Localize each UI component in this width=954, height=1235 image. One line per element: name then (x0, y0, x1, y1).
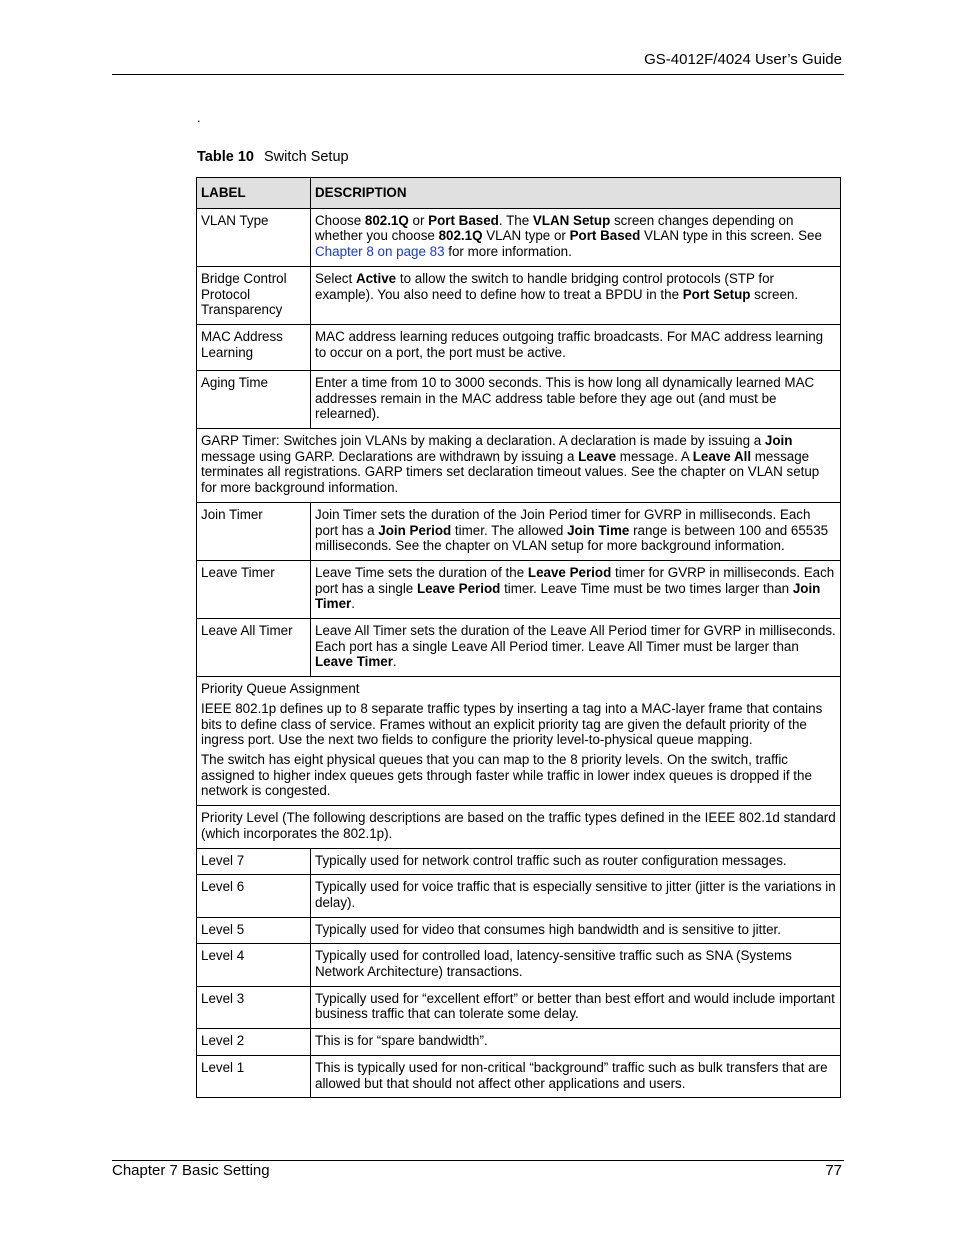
table-row (197, 917, 841, 944)
row-label: Level 5 (197, 917, 311, 944)
row-description: Select Active to allow the switch to handle bridging control protocols (STP for example). You also need to define how to treat a BPDU in the Port Setup screen. (311, 266, 841, 324)
row-label: MAC Address Learning (197, 324, 311, 370)
chapter-8-link[interactable]: Chapter 8 on page 83 (315, 244, 445, 260)
table-number: Table 10 (197, 149, 254, 165)
row-description: Typically used for voice traffic that is especially sensitive to jitter (jitter is the variations in delay). (311, 875, 841, 917)
switch-setup-table (196, 177, 841, 1098)
row-label: VLAN Type (197, 208, 311, 266)
pqa-paragraph-1: IEEE 802.1p defines up to 8 separate traffic types by inserting a tag into a MAC-layer frame that contains bits to define class of service. Frames without an explicit priority tag are given the default priority of the ingress port. Use the next two fields to configure the priority level-to-physical queue mapping. (201, 700, 823, 748)
table-row (197, 806, 841, 848)
row-label: Level 6 (197, 875, 311, 917)
col-description-header: DESCRIPTION (311, 178, 841, 209)
row-description: Typically used for “excellent effort” or better than best effort and would include important business traffic that can tolerate some delay. (311, 986, 841, 1028)
row-label: Level 7 (197, 848, 311, 875)
row-description: This is typically used for non-critical “background” traffic such as bulk transfers that are allowed but that should not affect other applications and users. (311, 1055, 841, 1097)
table-caption (197, 149, 349, 165)
row-description: This is for “spare bandwidth”. (311, 1029, 841, 1056)
row-label: Leave Timer (197, 560, 311, 618)
stray-mark: . (197, 110, 201, 125)
row-label: Aging Time (197, 370, 311, 428)
table-row (197, 677, 841, 806)
row-description: Join Timer sets the duration of the Join Period timer for GVRP in milliseconds. Each port has a Join Period timer. The allowed Join Time range is between 100 and 65535 milliseconds. See the chapter on VLAN setup for more background information. (311, 502, 841, 560)
row-label: Level 4 (197, 944, 311, 986)
table-row (197, 875, 841, 917)
table-row (197, 560, 841, 618)
row-description: Enter a time from 10 to 3000 seconds. This is how long all dynamically learned MAC addresses remain in the MAC address table before they age out (and must be relearned). (311, 370, 841, 428)
row-label: Level 1 (197, 1055, 311, 1097)
priority-level-note: Priority Level (The following descriptions are based on the traffic types defined in the IEEE 802.1d standard (which incorporates the 802.1p). (197, 806, 841, 848)
row-description: Choose 802.1Q or Port Based. The VLAN Setup screen changes depending on whether you choose 802.1Q VLAN type or Port Based VLAN type in this screen. See Chapter 8 on page 83 for more information. (311, 208, 841, 266)
header-rule (112, 74, 844, 75)
table-title: Switch Setup (263, 149, 349, 165)
table-row (197, 1055, 841, 1097)
running-header: GS-4012F/4024 User’s Guide (644, 51, 842, 68)
priority-queue-assignment-note (197, 677, 841, 806)
table-row (197, 266, 841, 324)
row-description: Typically used for network control traffic such as router configuration messages. (311, 848, 841, 875)
row-description: MAC address learning reduces outgoing traffic broadcasts. For MAC address learning to occur on a port, the port must be active. (311, 324, 841, 370)
row-label: Level 2 (197, 1029, 311, 1056)
table-row (197, 619, 841, 677)
table-row (197, 370, 841, 428)
table-row (197, 848, 841, 875)
table-row (197, 1029, 841, 1056)
footer-rule (112, 1160, 844, 1161)
table-row (197, 208, 841, 266)
garp-timer-note: GARP Timer: Switches join VLANs by making a declaration. A declaration is made by issuing a Join message using GARP. Declarations are withdrawn by issuing a Leave message. A Leave All message terminates all registrations. GARP timers set declaration timeout values. See the chapter on VLAN setup for more background information. (197, 429, 841, 503)
row-description: Typically used for video that consumes high bandwidth and is sensitive to jitter. (311, 917, 841, 944)
row-description: Typically used for controlled load, latency-sensitive traffic such as SNA (Systems Network Architecture) transactions. (311, 944, 841, 986)
table-row (197, 324, 841, 370)
row-label: Bridge Control Protocol Transparency (197, 266, 311, 324)
footer-chapter: Chapter 7 Basic Setting (112, 1162, 270, 1179)
table-row (197, 502, 841, 560)
row-label: Join Timer (197, 502, 311, 560)
table-row (197, 429, 841, 503)
pqa-paragraph-2: The switch has eight physical queues that you can map to the 8 priority levels. On the switch, traffic assigned to higher index queues gets through faster while traffic in lower index queues is dropped if the network is congested. (201, 751, 812, 799)
row-description: Leave Time sets the duration of the Leave Period timer for GVRP in milliseconds. Each port has a single Leave Period timer. Leave Time must be two times larger than Join Timer. (311, 560, 841, 618)
table-row (197, 944, 841, 986)
pqa-title: Priority Queue Assignment (201, 681, 360, 697)
col-label-header: LABEL (197, 178, 311, 209)
row-label: Leave All Timer (197, 619, 311, 677)
row-label: Level 3 (197, 986, 311, 1028)
row-description: Leave All Timer sets the duration of the Leave All Period timer for GVRP in milliseconds. Each port has a single Leave All Period timer. Leave All Timer must be larger than Leave Timer. (311, 619, 841, 677)
table-header-row (197, 178, 841, 209)
page-number: 77 (825, 1162, 842, 1179)
table-row (197, 986, 841, 1028)
